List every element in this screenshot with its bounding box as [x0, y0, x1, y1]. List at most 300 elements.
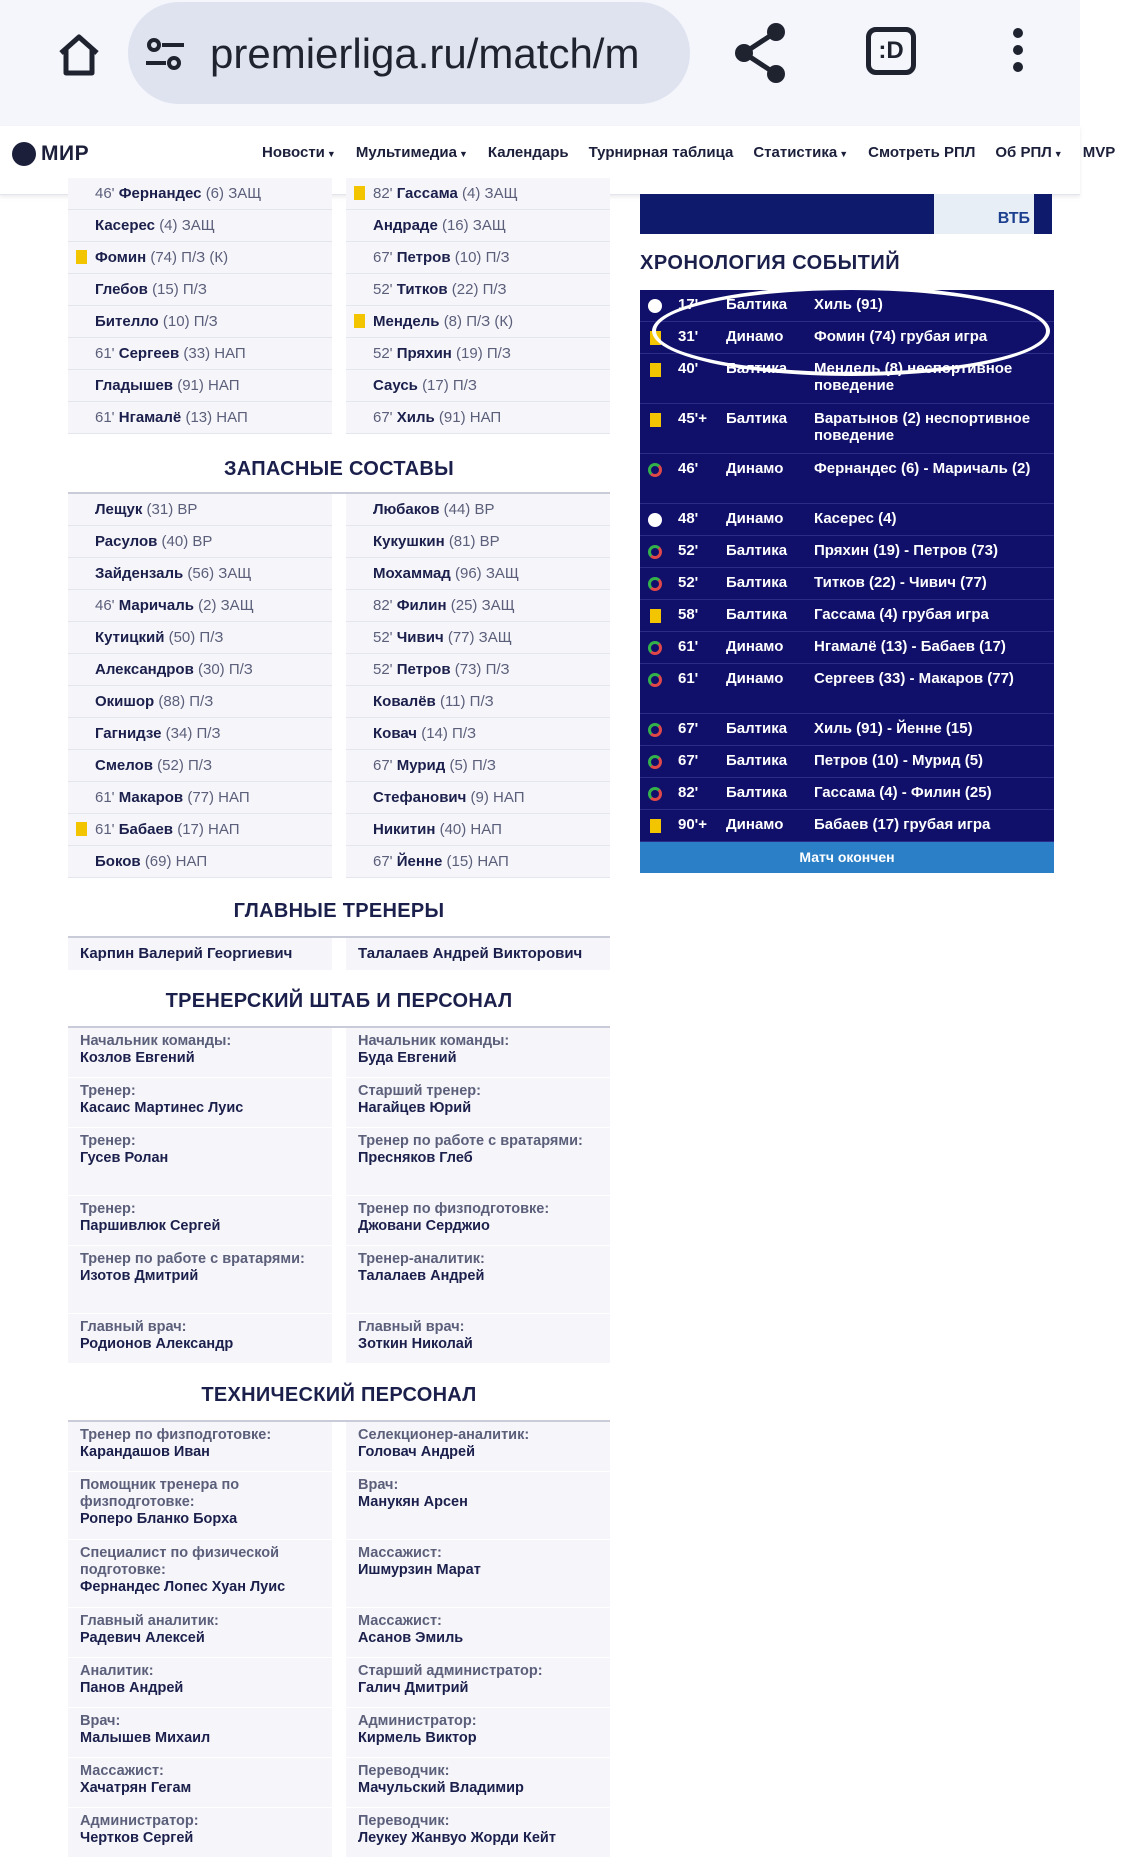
player-row[interactable] — [346, 718, 610, 750]
logo-ball-icon — [12, 142, 36, 166]
event-description: Титков (22) - Чивич (77) — [814, 574, 987, 591]
coaches-title: ГЛАВНЫЕ ТРЕНЕРЫ — [233, 900, 445, 922]
staff-role: Аналитик: — [80, 1663, 154, 1679]
player-name: Чивич — [396, 629, 444, 646]
player-text — [373, 654, 510, 685]
player-name: Глебов — [95, 281, 148, 298]
staff-name: Головач Андрей — [358, 1444, 476, 1460]
event-team: Балтика — [726, 542, 788, 559]
more-menu-icon[interactable] — [1010, 28, 1026, 78]
annotation-ellipse — [652, 286, 1050, 376]
event-description: Сергеев (33) - Макаров (77) — [814, 670, 1014, 687]
staff-role: Переводчик: — [358, 1763, 450, 1779]
event-row[interactable] — [640, 504, 1054, 536]
nav-item[interactable] — [995, 144, 1062, 161]
player-row[interactable] — [346, 210, 610, 242]
staff-cell — [68, 1540, 332, 1608]
event-row[interactable] — [640, 632, 1054, 664]
player-name: Зайдензаль — [95, 565, 184, 582]
substitution-icon — [648, 463, 662, 477]
nav-item-label: Смотреть РПЛ — [868, 144, 976, 161]
event-row[interactable] — [640, 600, 1054, 632]
event-minute: 61' — [678, 670, 699, 687]
player-meta: (81) ВР — [448, 533, 500, 550]
player-row[interactable] — [68, 242, 332, 274]
staff-name: Джовани Серджио — [358, 1218, 490, 1234]
tech-title: ТЕХНИЧЕСКИЙ ПЕРСОНАЛ — [201, 1384, 477, 1406]
player-text — [95, 846, 207, 877]
event-row[interactable] — [640, 664, 1054, 714]
staff-role: Главный врач: — [80, 1319, 187, 1335]
player-meta: (30) П/З — [197, 661, 253, 678]
event-minute: 46' — [678, 460, 699, 477]
player-text — [373, 402, 501, 433]
staff-role: Главный аналитик: — [80, 1613, 219, 1629]
player-name: Пряхин — [396, 345, 452, 362]
player-meta: (4) ЗАЩ — [462, 185, 518, 202]
address-bar[interactable] — [128, 2, 690, 104]
staff-cell — [346, 1314, 610, 1364]
event-description: Мендель (8) неспортивное поведение — [814, 360, 1013, 394]
sponsor-label: ВТБ — [997, 210, 1030, 227]
player-text — [373, 526, 500, 557]
player-name: Касерес — [95, 217, 156, 234]
event-minute: 61' — [678, 638, 699, 655]
staff-cell — [346, 1758, 610, 1808]
player-name: Мендель — [373, 313, 440, 330]
staff-cell — [346, 1540, 610, 1608]
player-text — [95, 814, 240, 845]
player-meta: (15) П/З — [152, 281, 207, 298]
staff-role: Главный врач: — [358, 1319, 465, 1335]
staff-role: Администратор: — [358, 1713, 477, 1729]
chevron-down-icon: ▼ — [326, 149, 336, 159]
player-name: Кукушкин — [373, 533, 445, 550]
player-name: Никитин — [373, 821, 436, 838]
event-description: Варатынов (2) неспортивное поведение — [814, 410, 1031, 444]
staff-name: Талалаев Андрей — [358, 1268, 485, 1284]
player-row[interactable] — [68, 622, 332, 654]
staff-cell — [68, 1128, 332, 1196]
player-row[interactable] — [68, 654, 332, 686]
player-text — [373, 210, 506, 241]
event-description: Фернандес (6) - Маричаль (2) — [814, 460, 1031, 477]
yellow-card-icon — [650, 819, 661, 833]
player-row[interactable] — [68, 718, 332, 750]
event-row[interactable] — [640, 810, 1054, 842]
staff-cell — [68, 1422, 332, 1472]
event-description: Нгамалё (13) - Бабаев (17) — [814, 638, 1006, 655]
player-name: Лещук — [95, 501, 143, 518]
staff-cell — [346, 1608, 610, 1658]
player-name: Окишор — [95, 693, 155, 710]
event-row[interactable] — [640, 404, 1054, 454]
player-row[interactable] — [346, 178, 610, 210]
staff-name: Зоткин Николай — [358, 1336, 473, 1352]
event-team: Балтика — [726, 606, 788, 623]
staff-role: Начальник команды: — [358, 1033, 510, 1049]
player-meta: (14) П/З — [421, 725, 477, 742]
player-text — [373, 242, 510, 273]
staff-cell — [346, 1808, 610, 1858]
player-name: Хиль — [396, 409, 435, 426]
event-minute: 52' — [678, 574, 699, 591]
event-row[interactable] — [640, 454, 1054, 504]
player-row[interactable] — [68, 750, 332, 782]
player-row[interactable] — [68, 558, 332, 590]
player-name: Стефанович — [373, 789, 467, 806]
player-row[interactable] — [346, 782, 610, 814]
staff-role: Врач: — [358, 1477, 399, 1493]
player-name: Фернандес — [118, 185, 202, 202]
player-meta: (88) П/З — [158, 693, 214, 710]
sub-minute: 61' — [95, 789, 115, 806]
share-icon[interactable] — [730, 20, 792, 86]
player-meta: (9) НАП — [470, 789, 525, 806]
player-name: Нгамалё — [118, 409, 182, 426]
event-description: Фомин (74) грубая игра — [814, 328, 988, 345]
player-meta: (4) ЗАЩ — [159, 217, 215, 234]
nav-item[interactable] — [589, 144, 734, 161]
url-text[interactable]: premierliga.ru/match/m — [210, 30, 640, 77]
event-row[interactable] — [640, 714, 1054, 746]
substitution-icon — [648, 577, 662, 591]
substitution-icon — [648, 755, 662, 769]
player-text — [95, 750, 212, 781]
player-name: Саусь — [373, 377, 418, 394]
nav-menu — [262, 144, 1135, 161]
player-name: Гладышев — [95, 377, 174, 394]
home-coach: Карпин Валерий Георгиевич — [68, 938, 332, 970]
chevron-down-icon: ▼ — [839, 149, 849, 159]
player-meta: (31) ВР — [146, 501, 198, 518]
event-minute: 31' — [678, 328, 699, 345]
staff-name: Манукян Арсен — [358, 1494, 468, 1510]
staff-role: Массажист: — [358, 1545, 442, 1561]
player-row[interactable] — [346, 242, 610, 274]
staff-cell — [68, 1658, 332, 1708]
player-row[interactable] — [346, 622, 610, 654]
chevron-down-icon: ▼ — [1053, 149, 1063, 159]
sub-minute: 52' — [373, 629, 393, 646]
player-row[interactable] — [68, 590, 332, 622]
player-meta: (10) П/З — [162, 313, 218, 330]
staff-name: Карандашов Иван — [80, 1444, 210, 1460]
player-meta: (34) П/З — [165, 725, 221, 742]
player-text — [373, 558, 519, 589]
staff-cell — [346, 1708, 610, 1758]
staff-cell — [68, 1078, 332, 1128]
sub-minute: 61' — [95, 345, 115, 362]
event-row[interactable] — [640, 746, 1054, 778]
player-row[interactable] — [346, 338, 610, 370]
player-row[interactable] — [346, 494, 610, 526]
player-text — [95, 654, 253, 685]
staff-cell — [346, 1128, 610, 1196]
substitution-icon — [648, 641, 662, 655]
player-meta: (73) П/З — [454, 661, 510, 678]
player-text — [373, 178, 518, 209]
player-row[interactable] — [68, 846, 332, 878]
player-row[interactable] — [68, 306, 332, 338]
sub-minute: 52' — [373, 661, 393, 678]
staff-name: Радевич Алексей — [80, 1630, 205, 1646]
staff-cell — [346, 1078, 610, 1128]
event-description: Пряхин (19) - Петров (73) — [814, 542, 998, 559]
staff-cell — [346, 1028, 610, 1078]
staff-cell — [68, 1028, 332, 1078]
yellow-card-icon — [650, 609, 661, 623]
home-icon[interactable] — [34, 20, 124, 90]
nav-item-label: Мультимедиа — [355, 144, 457, 161]
event-team: Балтика — [726, 574, 788, 591]
player-name: Александров — [95, 661, 194, 678]
player-row[interactable] — [346, 274, 610, 306]
staff-role: Начальник команды: — [80, 1033, 232, 1049]
player-name: Ковач — [373, 725, 418, 742]
player-text — [95, 686, 213, 717]
player-row[interactable] — [68, 494, 332, 526]
player-name: Бителло — [95, 313, 159, 330]
player-text — [95, 622, 223, 653]
player-row[interactable] — [68, 782, 332, 814]
yellow-card-icon — [650, 363, 661, 377]
chevron-down-icon: ▼ — [459, 149, 468, 159]
yellow-card-icon — [76, 250, 87, 264]
player-text — [95, 306, 218, 337]
event-team: Динамо — [726, 510, 784, 527]
player-name: Сергеев — [118, 345, 180, 362]
staff-role: Массажист: — [80, 1763, 164, 1779]
player-name: Фомин — [95, 249, 147, 266]
player-name: Маричаль — [118, 597, 194, 614]
substitution-icon — [648, 787, 662, 801]
player-meta: (33) НАП — [183, 345, 246, 362]
player-row[interactable] — [346, 750, 610, 782]
player-meta: (25) ЗАЩ — [450, 597, 515, 614]
staff-role: Помощник тренера по физподготовке: — [80, 1477, 240, 1510]
site-logo[interactable] — [12, 142, 89, 166]
event-minute: 17' — [678, 296, 699, 313]
event-minute: 67' — [678, 752, 699, 769]
sub-minute: 67' — [373, 409, 393, 426]
sponsor-banner[interactable] — [640, 194, 1052, 234]
player-row[interactable] — [68, 274, 332, 306]
ball-icon — [648, 513, 662, 527]
tab-switcher-icon[interactable]: :D — [866, 27, 916, 75]
player-row[interactable] — [346, 370, 610, 402]
event-minute: 82' — [678, 784, 699, 801]
staff-role: Тренер: — [80, 1133, 136, 1149]
staff-cell — [68, 1196, 332, 1246]
player-meta: (91) НАП — [438, 409, 502, 426]
player-text — [373, 718, 476, 749]
event-team: Динамо — [726, 816, 784, 833]
player-text — [95, 338, 246, 369]
browser-toolbar — [0, 0, 1080, 126]
staff-cell — [346, 1196, 610, 1246]
staff-role: Тренер по работе с вратарями: — [358, 1133, 583, 1149]
yellow-card-icon — [76, 822, 87, 836]
player-text — [373, 370, 477, 401]
staff-name: Галич Дмитрий — [358, 1680, 469, 1696]
event-minute: 90'+ — [678, 816, 708, 833]
event-minute: 52' — [678, 542, 699, 559]
player-name: Боков — [95, 853, 141, 870]
player-row[interactable] — [68, 402, 332, 434]
staff-cell — [68, 1314, 332, 1364]
player-meta: (2) ЗАЩ — [198, 597, 254, 614]
player-meta: (44) ВР — [443, 501, 495, 518]
nav-item[interactable] — [753, 144, 848, 161]
match-status: Матч окончен — [640, 842, 1054, 873]
event-team: Динамо — [726, 460, 784, 477]
player-text — [373, 494, 494, 525]
player-row[interactable] — [68, 210, 332, 242]
player-name: Ковалёв — [373, 693, 436, 710]
nav-item-label: MVP — [1082, 144, 1116, 161]
player-row[interactable] — [346, 402, 610, 434]
player-meta: (17) НАП — [177, 821, 240, 838]
player-text — [373, 814, 502, 845]
player-text — [373, 338, 511, 369]
staff-name: Буда Евгений — [358, 1050, 457, 1066]
player-text — [95, 526, 212, 557]
player-meta: (91) НАП — [177, 377, 240, 394]
subs-title: ЗАПАСНЫЕ СОСТАВЫ — [223, 458, 455, 480]
sub-minute: 61' — [95, 821, 115, 838]
substitution-icon — [648, 545, 662, 559]
staff-name: Гусев Ролан — [80, 1150, 169, 1166]
staff-name: Асанов Эмиль — [358, 1630, 464, 1646]
event-description: Хиль (91) - Йенне (15) — [814, 720, 973, 737]
nav-item[interactable] — [868, 144, 975, 161]
away-subs — [346, 494, 610, 878]
sub-minute: 82' — [373, 185, 393, 202]
player-row[interactable] — [68, 526, 332, 558]
nav-item-label: Об РПЛ — [995, 144, 1052, 161]
event-row[interactable] — [640, 778, 1054, 810]
event-minute: 40' — [678, 360, 699, 377]
player-name: Смелов — [95, 757, 153, 774]
event-team: Динамо — [726, 670, 784, 687]
player-row[interactable] — [346, 590, 610, 622]
yellow-card-icon — [354, 314, 365, 328]
player-row[interactable] — [68, 370, 332, 402]
sub-minute: 46' — [95, 185, 115, 202]
player-name: Гагнидзе — [95, 725, 162, 742]
staff-role: Врач: — [80, 1713, 121, 1729]
player-text — [373, 750, 496, 781]
nav-item-label: Календарь — [487, 144, 569, 161]
home-lineup — [68, 178, 332, 434]
player-row[interactable] — [346, 686, 610, 718]
staff-name: Роперо Бланко Борха — [80, 1511, 238, 1527]
staff-name: Кирмель Виктор — [358, 1730, 477, 1746]
staff-name: Мачульский Владимир — [358, 1780, 524, 1796]
staff-role: Массажист: — [358, 1613, 442, 1629]
staff-role: Тренер: — [80, 1083, 136, 1099]
player-row[interactable] — [346, 846, 610, 878]
timeline-title: ХРОНОЛОГИЯ СОБЫТИЙ — [640, 252, 901, 274]
player-meta: (11) П/З — [439, 693, 494, 710]
staff-name: Паршивлюк Сергей — [80, 1218, 221, 1234]
player-meta: (10) П/З — [454, 249, 510, 266]
event-team: Динамо — [726, 638, 784, 655]
event-team: Балтика — [726, 752, 788, 769]
player-text — [95, 590, 254, 621]
player-text — [95, 370, 240, 401]
nav-item-label: Турнирная таблица — [588, 144, 734, 161]
staff-cell — [68, 1608, 332, 1658]
staff-name: Родионов Александр — [80, 1336, 234, 1352]
player-row[interactable] — [346, 814, 610, 846]
player-row[interactable] — [68, 178, 332, 210]
nav-item[interactable] — [488, 144, 569, 161]
player-meta: (13) НАП — [185, 409, 248, 426]
player-meta: (77) НАП — [187, 789, 250, 806]
player-name: Бабаев — [118, 821, 174, 838]
nav-item[interactable] — [356, 144, 468, 161]
player-row[interactable] — [346, 558, 610, 590]
nav-item[interactable] — [262, 144, 336, 161]
player-text — [95, 178, 261, 209]
staff-name: Панов Андрей — [80, 1680, 184, 1696]
nav-item[interactable] — [1083, 144, 1116, 161]
sub-minute: 67' — [373, 249, 393, 266]
player-meta: (19) П/З — [456, 345, 511, 362]
nav-item-label: Статистика — [753, 144, 838, 161]
staff-name: Нагайцев Юрий — [358, 1100, 472, 1116]
logo-text: МИР — [41, 142, 90, 165]
site-settings-icon[interactable] — [144, 33, 186, 75]
player-text — [373, 590, 515, 621]
staff-cell — [68, 1708, 332, 1758]
event-description: Петров (10) - Мурид (5) — [814, 752, 984, 769]
player-text — [373, 306, 513, 337]
player-meta: (6) ЗАЩ — [205, 185, 262, 202]
event-row[interactable] — [640, 536, 1054, 568]
ball-icon — [648, 299, 662, 313]
player-meta: (50) П/З — [168, 629, 224, 646]
player-meta: (40) НАП — [439, 821, 502, 838]
player-row[interactable] — [346, 306, 610, 338]
player-row[interactable] — [68, 338, 332, 370]
player-name: Петров — [396, 249, 451, 266]
sub-minute: 52' — [373, 281, 393, 298]
event-row[interactable] — [640, 568, 1054, 600]
player-row[interactable] — [68, 686, 332, 718]
player-text — [95, 782, 250, 813]
event-description: Гассама (4) грубая игра — [814, 606, 989, 623]
player-name: Петров — [396, 661, 451, 678]
staff-role: Администратор: — [80, 1813, 199, 1829]
staff-name: Козлов Евгений — [80, 1050, 195, 1066]
player-meta: (52) П/З — [157, 757, 213, 774]
player-row[interactable] — [68, 814, 332, 846]
player-row[interactable] — [346, 526, 610, 558]
staff-name: Ишмурзин Марат — [358, 1562, 481, 1578]
player-text — [95, 210, 215, 241]
event-team: Балтика — [726, 410, 788, 427]
player-name: Любаков — [373, 501, 440, 518]
home-subs — [68, 494, 332, 878]
player-name: Титков — [396, 281, 448, 298]
staff-name: Изотов Дмитрий — [80, 1268, 199, 1284]
player-row[interactable] — [346, 654, 610, 686]
player-name: Кутицкий — [95, 629, 165, 646]
player-text — [373, 622, 512, 653]
